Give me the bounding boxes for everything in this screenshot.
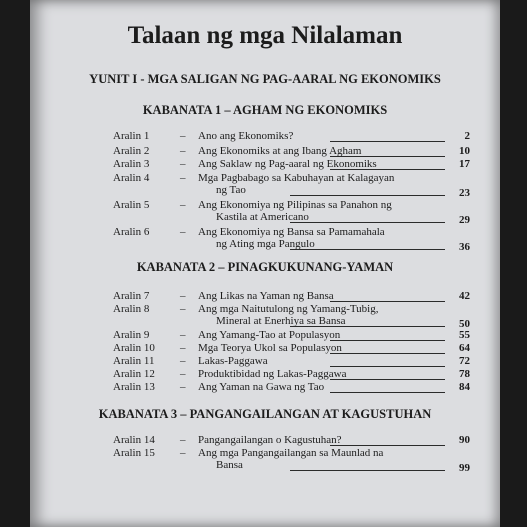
lesson-label: Aralin 7 [113,290,150,302]
lesson-label: Aralin 6 [113,226,150,238]
lesson-title-line: Ang Ekonomiya ng Pilipinas sa Panahon ng [198,199,392,211]
dash-separator: – [180,368,186,380]
toc-entry [30,226,500,253]
dash-separator: – [180,130,186,142]
dash-separator: – [180,329,186,341]
dash-separator: – [180,447,186,459]
lesson-title [198,303,428,327]
lesson-label: Aralin 11 [113,355,155,367]
page-number: 72 [459,355,470,367]
lesson-label: Aralin 1 [113,130,150,142]
page-number: 17 [459,158,470,170]
lesson-title-line: Bansa [216,459,243,471]
page-number: 2 [464,130,470,142]
page-number: 50 [459,318,470,330]
page-number: 64 [459,342,470,354]
lesson-title [198,199,428,223]
lesson-title [198,447,428,471]
leader-line [330,379,445,380]
leader-line [330,445,445,446]
leader-line [330,141,445,142]
lesson-label: Aralin 10 [113,342,155,354]
leader-line [330,301,445,302]
dash-separator: – [180,342,186,354]
page-number: 84 [459,381,470,393]
lesson-title-line: Ang Ekonomiks at ang Ibang Agham [198,145,362,157]
lesson-title-line: Pangangailangan o Kagustuhan? [198,434,342,446]
page-number: 99 [459,462,470,474]
lesson-title-line: Ang Yaman na Gawa ng Tao [198,381,325,393]
toc-entry [30,172,500,199]
page-number: 23 [459,187,470,199]
toc-entry [30,199,500,226]
chapter-heading: KABANATA 1 – AGHAM NG EKONOMIKS [142,103,388,117]
dash-separator: – [180,355,186,367]
lesson-title-line: Ang Yamang-Tao at Populasyon [198,329,341,341]
page-number: 29 [459,214,470,226]
dash-separator: – [180,158,186,170]
page-number: 78 [459,368,470,380]
page-number: 10 [459,145,470,157]
toc-entry [30,447,500,474]
page-title: Talaan ng mga Nilalaman [127,22,403,49]
leader-line [290,195,445,196]
lesson-label: Aralin 8 [113,303,150,315]
page-number: 42 [459,290,470,302]
leader-line [330,340,445,341]
lesson-label: Aralin 5 [113,199,150,211]
lesson-title-line: Mga Pagbabago sa Kabuhayan at Kalagayan [198,172,395,184]
lesson-title-line: Ang Saklaw ng Pag-aaral ng Ekonomiks [198,158,377,170]
lesson-title-line: Mineral at Enerhiya sa Bansa [216,315,346,327]
lesson-title-line: Ang Ekonomiya ng Bansa sa Pamamahala [198,226,385,238]
page-number: 36 [459,241,470,253]
dash-separator: – [180,172,186,184]
lesson-title-line: Kastila at Americano [216,211,309,223]
lesson-title-line: ng Ating mga Pangulo [216,238,315,250]
dash-separator: – [180,290,186,302]
lesson-label: Aralin 9 [113,329,150,341]
unit-heading: YUNIT I - MGA SALIGAN NG PAG-AARAL NG EKONOMIKS [89,72,441,86]
toc-page [30,0,500,527]
lesson-title [198,226,428,250]
dash-separator: – [180,381,186,393]
lesson-label: Aralin 12 [113,368,155,380]
leader-line [290,222,445,223]
lesson-label: Aralin 2 [113,145,150,157]
leader-line [330,169,445,170]
toc-entry [30,381,500,405]
dash-separator: – [180,434,186,446]
lesson-title-line: ng Tao [216,184,246,196]
dash-separator: – [180,145,186,157]
leader-line [330,366,445,367]
chapter-heading: KABANATA 3 – PANGANGAILANGAN AT KAGUSTUHAN [98,407,432,421]
chapter-heading: KABANATA 2 – PINAGKUKUNANG-YAMAN [136,260,394,274]
lesson-title-line: Ang Likas na Yaman ng Bansa [198,290,334,302]
lesson-title-line: Ang mga Pangangailangan sa Maunlad na [198,447,384,459]
lesson-label: Aralin 4 [113,172,150,184]
lesson-label: Aralin 15 [113,447,155,459]
leader-line [330,353,445,354]
leader-line [290,470,445,471]
lesson-title-line: Mga Teorya Ukol sa Populasyon [198,342,342,354]
lesson-title-line: Lakas-Paggawa [198,355,268,367]
dash-separator: – [180,199,186,211]
lesson-title-line: Produktibidad ng Lakas-Paggawa [198,368,347,380]
toc-entry [30,303,500,330]
lesson-title-line: Ano ang Ekonomiks? [198,130,294,142]
page-number: 55 [459,329,470,341]
leader-line [330,392,445,393]
leader-line [330,156,445,157]
leader-line [290,326,445,327]
dash-separator: – [180,303,186,315]
dash-separator: – [180,226,186,238]
lesson-title [198,172,428,196]
leader-line [290,249,445,250]
lesson-title-line: Ang mga Naitutulong ng Yamang-Tubig, [198,303,379,315]
lesson-label: Aralin 13 [113,381,155,393]
lesson-label: Aralin 14 [113,434,155,446]
lesson-label: Aralin 3 [113,158,150,170]
page-number: 90 [459,434,470,446]
